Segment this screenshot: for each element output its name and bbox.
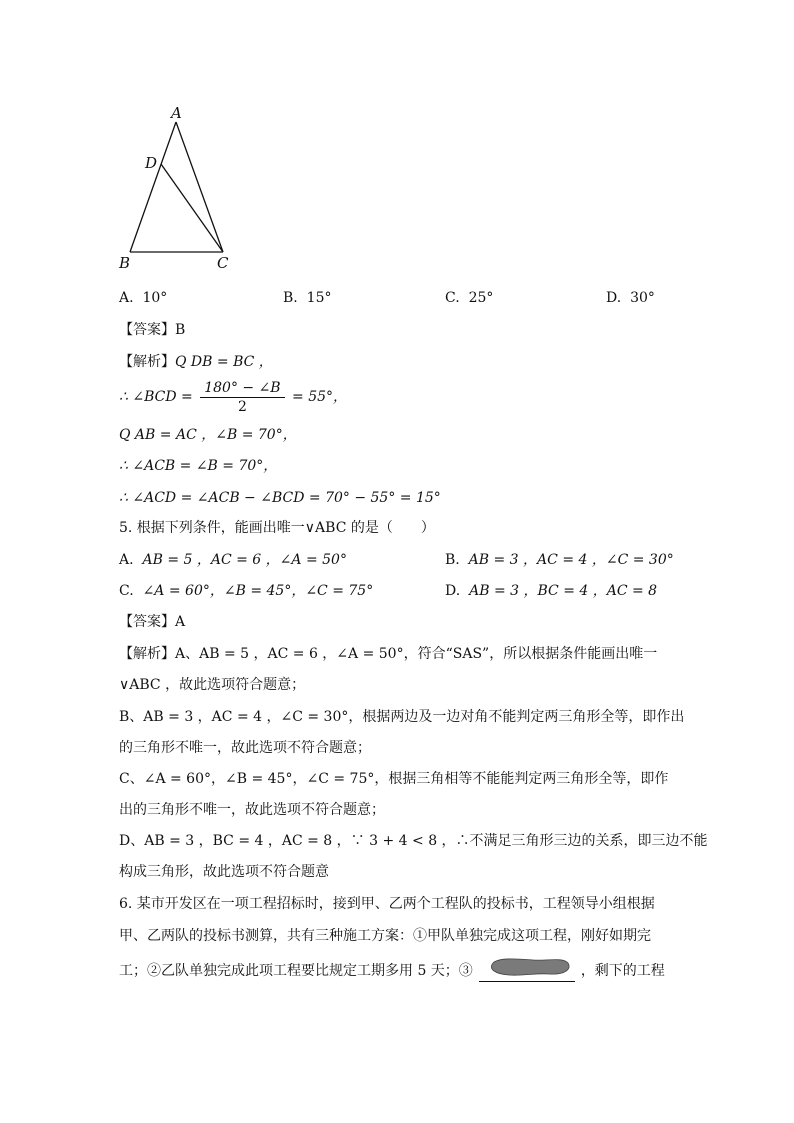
q6-line2: 甲、乙两队的投标书测算，共有三种施工方案：①甲队单独完成这项工程，刚好如期完 bbox=[119, 928, 651, 944]
option-letter: A. bbox=[119, 290, 134, 306]
label-a: A bbox=[171, 104, 182, 122]
analysis-text: Q DB = BC ， bbox=[175, 354, 273, 370]
triangle-diagram bbox=[112, 100, 252, 275]
q5-analysis-line3: B、AB = 3 ，AC = 4 ，∠C = 30°，根据两边及一边对角不能判定两三角形全等，即作出 bbox=[119, 709, 685, 725]
option-text: 30° bbox=[630, 290, 655, 306]
option-text: AB = 3 ，BC = 4 ，AC = 8 bbox=[469, 583, 658, 599]
side-ac bbox=[176, 122, 223, 252]
q4-option-b bbox=[283, 288, 331, 308]
q4-option-c bbox=[445, 288, 493, 308]
q6-line3 bbox=[119, 960, 665, 982]
q4-answer: 【答案】B bbox=[119, 322, 186, 338]
q5-stem: 5. 根据下列条件，能画出唯一∨ABC 的是（ ） bbox=[119, 520, 435, 536]
option-letter: B. bbox=[445, 552, 460, 568]
q4-analysis-line4: ∴ ∠ACB = ∠B = 70°， bbox=[119, 458, 278, 474]
q5-answer: 【答案】A bbox=[119, 614, 186, 630]
option-text: ∠A = 60°，∠B = 45°，∠C = 75° bbox=[142, 583, 374, 599]
q6-line3-text: ，剩下的工程 bbox=[580, 963, 665, 979]
q6-line1: 6. 某市开发区在一项工程招标时，接到甲、乙两个工程队的投标书，工程领导小组根据 bbox=[119, 896, 655, 912]
q4-analysis-line1 bbox=[119, 352, 273, 372]
q4-option-a bbox=[119, 288, 167, 308]
analysis-text: = 55°， bbox=[292, 389, 348, 405]
option-letter: D. bbox=[445, 583, 461, 599]
q5-option-d bbox=[445, 581, 657, 601]
q6-line3-text: 工；②乙队单独完成此项工程要比规定工期多用 5 天；③ bbox=[119, 963, 473, 979]
option-text: AB = 5 ，AC = 6 ，∠A = 50° bbox=[142, 552, 347, 568]
q5-analysis-line5: C、∠A = 60°，∠B = 45°，∠C = 75°，根据三角相等不能能判定两三角形全等，即作 bbox=[119, 771, 669, 787]
label-d: D bbox=[145, 154, 158, 172]
option-letter: C. bbox=[119, 583, 134, 599]
redacted-blank bbox=[479, 963, 575, 982]
redaction-blob bbox=[489, 957, 571, 977]
fraction-denominator: 2 bbox=[237, 398, 247, 415]
option-letter: A. bbox=[119, 552, 134, 568]
option-letter: C. bbox=[445, 290, 460, 306]
q5-analysis-line6: 出的三角形不唯一，故此选项不符合题意； bbox=[119, 802, 385, 818]
q5-option-c bbox=[119, 581, 373, 601]
option-text: 10° bbox=[142, 290, 168, 306]
q5-analysis-line1: 【解析】A、AB = 5 ，AC = 6 ，∠A = 50°，符合“SAS”，所以根据条件能画出唯一 bbox=[119, 646, 658, 662]
q4-analysis-line2 bbox=[119, 377, 347, 417]
q5-analysis-line2: ∨ABC ，故此选项符合题意； bbox=[119, 677, 306, 693]
q5-option-b bbox=[445, 550, 674, 570]
triangle-figure bbox=[112, 100, 252, 275]
q5-option-a bbox=[119, 550, 347, 570]
segment-dc bbox=[161, 164, 223, 252]
analysis-heading: 【解析】 bbox=[119, 354, 175, 370]
q5-analysis-line7: D、AB = 3 ，BC = 4 ，AC = 8 ，∵ 3 + 4 < 8 ，∴不满足三角形三边的关系，即三边不能 bbox=[119, 833, 708, 849]
q4-analysis-line5: ∴ ∠ACD = ∠ACB − ∠BCD = 70° − 55° = 15° bbox=[119, 490, 441, 506]
option-text: 25° bbox=[468, 290, 494, 306]
side-ab bbox=[130, 122, 176, 252]
fraction bbox=[200, 379, 284, 416]
option-letter: D. bbox=[606, 290, 622, 306]
q4-option-d bbox=[606, 288, 655, 308]
option-text: AB = 3 ，AC = 4 ，∠C = 30° bbox=[468, 552, 674, 568]
q5-analysis-line4: 的三角形不唯一，故此选项不符合题意； bbox=[119, 740, 371, 756]
fraction-numerator: 180° − ∠B bbox=[200, 379, 284, 398]
label-c: C bbox=[217, 254, 229, 272]
label-b: B bbox=[119, 254, 131, 272]
analysis-text: ∴ ∠BCD = bbox=[119, 389, 193, 405]
q4-analysis-line3: Q AB = AC ，∠B = 70°， bbox=[119, 427, 297, 443]
q5-analysis-line8: 构成三角形，故此选项不符合题意 bbox=[119, 864, 329, 880]
option-text: 15° bbox=[306, 290, 332, 306]
option-letter: B. bbox=[283, 290, 298, 306]
